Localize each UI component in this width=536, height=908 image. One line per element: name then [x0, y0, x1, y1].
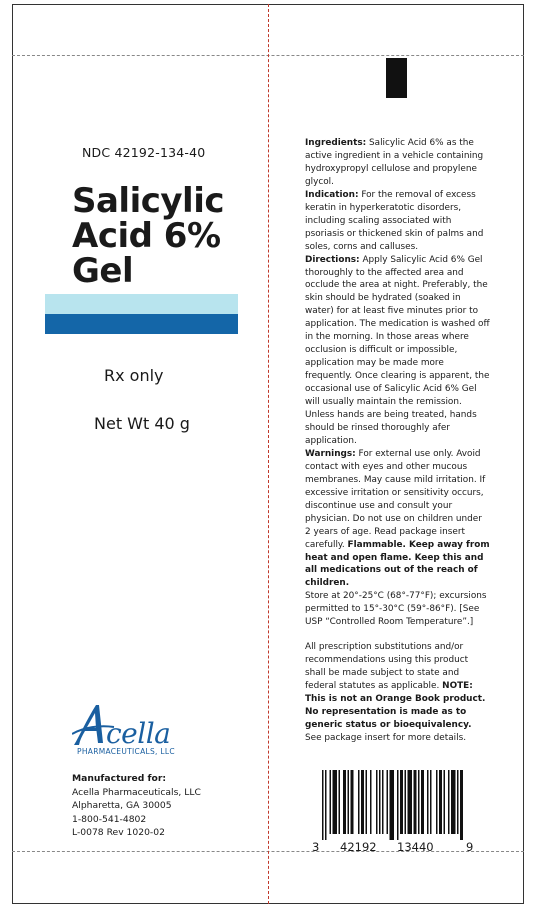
- color-band-light: [45, 294, 238, 314]
- barcode-bar: [436, 770, 438, 834]
- title-line-3: Gel: [72, 251, 134, 291]
- barcode-bar: [382, 770, 384, 834]
- note-section: [305, 641, 490, 745]
- indication-section: [305, 189, 490, 254]
- warnings-section: [305, 448, 490, 590]
- product-title: [72, 181, 225, 291]
- barcode-bar: [330, 770, 332, 834]
- barcode-bar: [444, 770, 446, 834]
- barcode-bar: [370, 770, 372, 834]
- directions-section: [305, 254, 490, 448]
- directions-text: Apply Salicylic Acid 6% Gel thoroughly to the affected area and occlude the area at night. Preferably, the skin should be hydrated (soaked in water) for at least five minutes prior to application. The medication is washed off in the morning. In those areas where occlusion is difficult or impossible, application may be made more frequently. Once clearing is apparent, the occasional use of Salicylic Acid 6% Gel will usually maintain the remission. Unless hands are being treated, hands should be rinsed thoroughly afer application.: [305, 254, 490, 446]
- barcode-digits-left: 42192: [340, 840, 377, 854]
- barcode-bar: [451, 770, 456, 834]
- barcode-bar: [400, 770, 403, 834]
- logo-wordmark: cella: [106, 717, 171, 750]
- barcode-bar: [376, 770, 378, 834]
- barcode-bar: [387, 770, 389, 834]
- barcode-bar: [448, 770, 450, 834]
- note-bold-text: NOTE: This is not an Orange Book product. No representation is made as to generic status or bioequivalency.: [305, 681, 486, 730]
- acella-logo: [72, 703, 202, 761]
- barcode-digit-prefix: 3: [312, 840, 320, 854]
- warnings-label: Warnings:: [305, 448, 356, 459]
- barcode-bar: [430, 770, 432, 834]
- ingredients-text: Salicylic Acid 6% as the active ingredient in a vehicle containing hydroxypropyl cellulose and propylene glycol.: [305, 138, 484, 187]
- info-panel: [305, 137, 490, 745]
- title-line-2: Acid 6%: [72, 216, 221, 256]
- manufacturer-block: [72, 772, 201, 840]
- barcode-digits-right: 13440: [397, 840, 434, 854]
- barcode-bar: [439, 770, 442, 834]
- barcode-bar: [421, 770, 424, 834]
- ingredients-label: Ingredients:: [305, 138, 367, 148]
- barcode-bar: [361, 770, 364, 834]
- barcode-bar: [351, 770, 354, 834]
- manufacturer-heading: Manufactured for:: [72, 773, 167, 784]
- barcode: [320, 770, 463, 840]
- warnings-bold-text: Flammable. Keep away from heat and open flame. Keep this and all medications out of the reach of children.: [305, 539, 490, 589]
- ndc-number: NDC 42192-134-40: [82, 145, 206, 160]
- note-tail-text: See package insert for more details.: [305, 732, 467, 743]
- barcode-bar: [427, 770, 429, 834]
- net-weight-label: Net Wt 40 g: [94, 414, 190, 433]
- fold-line-center: [268, 4, 269, 904]
- barcode-bar: [414, 770, 417, 834]
- barcode-bar: [460, 770, 463, 840]
- ingredients-section: [305, 137, 490, 189]
- registration-mark: [386, 58, 407, 98]
- color-band-dark: [45, 314, 238, 334]
- barcode-digit-check: 9: [466, 840, 474, 854]
- warnings-text: For external use only. Avoid contact with eyes and other mucous membranes. May cause mild irritation. If excessive irritation or sensitivity occurs, discontinue use and consult your physician. Do not use on children under 2 years of age. Read package insert carefully.: [305, 448, 486, 550]
- manufacturer-city: Alpharetta, GA 30005: [72, 800, 172, 811]
- barcode-bar: [379, 770, 381, 834]
- barcode-bar: [358, 770, 360, 834]
- title-line-1: Salicylic: [72, 181, 225, 221]
- barcode-bar: [339, 770, 341, 834]
- logo-subtitle: PHARMACEUTICALS, LLC: [77, 747, 175, 756]
- barcode-bar: [397, 770, 399, 840]
- indication-label: Indication:: [305, 189, 359, 200]
- barcode-bar: [457, 770, 459, 834]
- barcode-bar: [418, 770, 420, 834]
- indication-text: For the removal of excess keratin in hyperkeratotic disorders, including scaling associated with psoriasis or thickened skin of palms and soles, corns and calluses.: [305, 189, 484, 252]
- manufacturer-name: Acella Pharmaceuticals, LLC: [72, 786, 201, 798]
- barcode-bar: [325, 770, 327, 840]
- barcode-bar: [322, 770, 324, 840]
- label-revision: L-0078 Rev 1020-02: [72, 827, 165, 838]
- barcode-bar: [348, 770, 350, 834]
- barcode-bar: [408, 770, 413, 834]
- barcode-bar: [366, 770, 368, 834]
- rx-only-label: Rx only: [104, 366, 164, 385]
- barcode-bar: [390, 770, 395, 840]
- directions-label: Directions:: [305, 254, 360, 265]
- barcode-bar: [405, 770, 407, 834]
- manufacturer-phone: 1-800-541-4802: [72, 813, 147, 825]
- note-text: All prescription substitutions and/or recommendations using this product shall be made subject to state and federal statutes as applicable.: [305, 642, 469, 692]
- barcode-bar: [333, 770, 338, 834]
- storage-text: Store at 20°-25°C (68°-77°F); excursions permitted to 15°-30°C (59°-86°F). [See USP “Controlled Room Temperature”.]: [305, 591, 487, 628]
- barcode-bar: [343, 770, 346, 834]
